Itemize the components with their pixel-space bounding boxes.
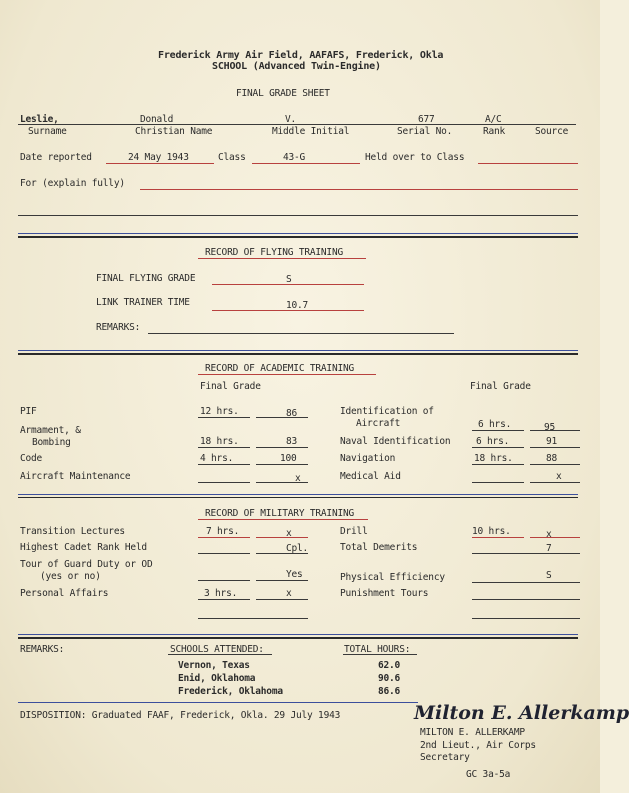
naval-identification-hours: 6 hrs. xyxy=(476,436,510,447)
drill-grade: x xyxy=(546,529,552,540)
class-label: Class xyxy=(218,152,246,163)
hours-underline xyxy=(343,654,417,655)
link-trainer-line xyxy=(212,310,364,311)
drill-hours: 10 hrs. xyxy=(472,526,511,537)
serial-value: 677 xyxy=(418,114,435,125)
transition-lectures-hours: 7 hrs. xyxy=(206,526,240,537)
aircraft-label: Aircraft xyxy=(356,418,401,429)
personal-hrs-line xyxy=(198,599,250,600)
school-vernon: Vernon, Texas xyxy=(178,660,250,671)
maint-grade-line xyxy=(256,482,308,483)
christian-label: Christian Name xyxy=(135,126,213,137)
divider3-bottom xyxy=(18,497,578,498)
date-line xyxy=(106,163,214,164)
code-grade-line xyxy=(256,464,308,465)
rank-hrs-line xyxy=(198,553,250,554)
for-line-1 xyxy=(140,189,578,190)
physical-efficiency-value: S xyxy=(546,570,552,581)
transition-hrs-line xyxy=(198,537,250,538)
final-flying-grade-label: FINAL FLYING GRADE xyxy=(96,273,196,284)
navigation-hours: 18 hrs. xyxy=(474,453,513,464)
nav-hrs-line xyxy=(472,464,524,465)
total-demerits-label: Total Demerits xyxy=(340,542,418,553)
name-line xyxy=(18,124,576,125)
bombing-label: Bombing xyxy=(32,437,71,448)
armament-hours: 18 hrs. xyxy=(200,436,239,447)
naval-identification-grade: 91 xyxy=(546,436,558,447)
divider5 xyxy=(18,702,418,703)
armament-label: Armament, & xyxy=(20,425,81,436)
ident-hrs-line xyxy=(472,430,524,431)
signer-name: MILTON E. ALLERKAMP xyxy=(420,727,525,738)
flying-remarks-label: REMARKS: xyxy=(96,322,141,333)
total-hours-label: TOTAL HOURS: xyxy=(344,644,411,655)
pif-hrs-line xyxy=(198,417,250,418)
class-value: 43-G xyxy=(283,152,306,163)
surname-value: Leslie, xyxy=(20,114,59,125)
identification-hours: 6 hrs. xyxy=(478,419,512,430)
academic-heading-line xyxy=(198,374,376,375)
punishment-tours-label: Punishment Tours xyxy=(340,588,429,599)
armament-grade-line xyxy=(256,447,308,448)
aircraft-maintenance-grade: x xyxy=(295,473,301,484)
punishment-line xyxy=(472,599,580,600)
middle-label: Middle Initial xyxy=(272,126,350,137)
transition-lectures-grade: x xyxy=(286,528,292,539)
final-flying-line xyxy=(212,284,364,285)
demerits-line xyxy=(472,553,580,554)
flying-remarks-line xyxy=(148,333,454,334)
maint-hrs-line xyxy=(198,482,250,483)
cadet-rank-label: Highest Cadet Rank Held xyxy=(20,542,147,553)
personal-affairs-grade: x xyxy=(286,588,292,599)
final-grade-left-label: Final Grade xyxy=(200,381,261,392)
medical-aid-grade: x xyxy=(556,471,562,482)
left-extra-line xyxy=(198,618,308,619)
identification-label: Identification of xyxy=(340,406,434,417)
naval-hrs-line xyxy=(472,447,524,448)
for-line-2 xyxy=(18,215,578,216)
hours-enid: 90.6 xyxy=(378,673,401,684)
transition-grade-line xyxy=(256,537,308,538)
armament-grade: 83 xyxy=(286,436,298,447)
link-trainer-value: 10.7 xyxy=(286,300,309,311)
divider-top xyxy=(18,233,578,234)
form-code: GC 3a-5a xyxy=(466,769,511,780)
code-label: Code xyxy=(20,453,43,464)
transition-lectures-label: Transition Lectures xyxy=(20,526,125,537)
source-label: Source xyxy=(535,126,569,137)
school-enid: Enid, Oklahoma xyxy=(178,673,256,684)
schools-underline xyxy=(168,654,272,655)
right-extra-line xyxy=(472,618,580,619)
medical-aid-label: Medical Aid xyxy=(340,471,401,482)
hours-frederick: 86.6 xyxy=(378,686,401,697)
physical-line xyxy=(472,582,580,583)
guard-duty-label: Tour of Guard Duty or OD xyxy=(20,559,153,570)
rank-value: A/C xyxy=(485,114,502,125)
personal-affairs-label: Personal Affairs xyxy=(20,588,109,599)
code-hrs-line xyxy=(198,464,250,465)
code-grade: 100 xyxy=(280,453,297,464)
armament-hrs-line xyxy=(198,447,250,448)
guard-grade-line xyxy=(256,580,308,581)
drill-hrs-line xyxy=(472,537,524,538)
nav-grade-line xyxy=(530,464,580,465)
identification-grade: 95 xyxy=(544,422,556,433)
disposition-text: DISPOSITION: Graduated FAAF, Frederick, Okla. 29 July 1943 xyxy=(20,710,341,721)
date-reported-label: Date reported xyxy=(20,152,92,163)
flying-heading-line xyxy=(198,258,366,259)
personal-affairs-hours: 3 hrs. xyxy=(204,588,238,599)
serial-label: Serial No. xyxy=(397,126,453,137)
med-grade-line xyxy=(530,482,580,483)
middle-value: V. xyxy=(285,114,297,125)
link-trainer-label: LINK TRAINER TIME xyxy=(96,297,190,308)
med-hrs-line xyxy=(472,482,524,483)
signature: Milton E. Allerkamp xyxy=(414,702,629,724)
rank-label: Rank xyxy=(483,126,506,137)
divider3-top xyxy=(18,494,578,495)
naval-grade-line xyxy=(530,447,580,448)
pif-grade: 86 xyxy=(286,408,298,419)
navigation-label: Navigation xyxy=(340,453,396,464)
academic-heading: RECORD OF ACADEMIC TRAINING xyxy=(205,363,355,374)
naval-identification-label: Naval Identification xyxy=(340,436,451,447)
header-line-2: SCHOOL (Advanced Twin-Engine) xyxy=(212,61,381,72)
divider4-bottom xyxy=(18,637,578,639)
drill-grade-line xyxy=(530,537,580,538)
aircraft-maintenance-label: Aircraft Maintenance xyxy=(20,471,131,482)
ident-grade-line xyxy=(530,430,580,431)
guard-duty-grade: Yes xyxy=(286,569,303,580)
final-flying-grade-value: S xyxy=(286,274,292,285)
christian-value: Donald xyxy=(140,114,174,125)
rank-grade-line xyxy=(256,553,308,554)
pif-grade-line xyxy=(256,417,308,418)
pif-hours: 12 hrs. xyxy=(200,406,239,417)
pif-label: PIF xyxy=(20,406,37,417)
flying-heading: RECORD OF FLYING TRAINING xyxy=(205,247,343,258)
divider2-bottom xyxy=(18,353,578,355)
physical-efficiency-label: Physical Efficiency xyxy=(340,572,445,583)
military-heading-line xyxy=(198,519,368,520)
surname-label: Surname xyxy=(28,126,67,137)
schools-attended-label: SCHOOLS ATTENDED: xyxy=(170,644,264,655)
remarks-label: REMARKS: xyxy=(20,644,65,655)
guard-duty-sub-label: (yes or no) xyxy=(40,571,101,582)
held-over-line xyxy=(478,163,578,164)
divider-bottom xyxy=(18,236,578,238)
code-hours: 4 hrs. xyxy=(200,453,234,464)
military-heading: RECORD OF MILITARY TRAINING xyxy=(205,508,355,519)
date-reported-value: 24 May 1943 xyxy=(128,152,189,163)
held-over-label: Held over to Class xyxy=(365,152,465,163)
navigation-grade: 88 xyxy=(546,453,558,464)
class-line xyxy=(252,163,360,164)
header-line-1: Frederick Army Air Field, AAFAFS, Frederick, Okla xyxy=(158,50,444,61)
cadet-rank-grade: Cpl. xyxy=(286,543,309,554)
signer-title: 2nd Lieut., Air Corps xyxy=(420,740,536,751)
for-explain-label: For (explain fully) xyxy=(20,178,125,189)
divider2-top xyxy=(18,350,578,351)
guard-hrs-line xyxy=(198,580,250,581)
final-grade-right-label: Final Grade xyxy=(470,381,531,392)
personal-grade-line xyxy=(256,599,308,600)
hours-vernon: 62.0 xyxy=(378,660,401,671)
drill-label: Drill xyxy=(340,526,368,537)
signer-role: Secretary xyxy=(420,752,470,763)
page-title: FINAL GRADE SHEET xyxy=(236,88,330,99)
divider4-top xyxy=(18,634,578,635)
school-frederick: Frederick, Oklahoma xyxy=(178,686,283,697)
total-demerits-value: 7 xyxy=(546,543,552,554)
